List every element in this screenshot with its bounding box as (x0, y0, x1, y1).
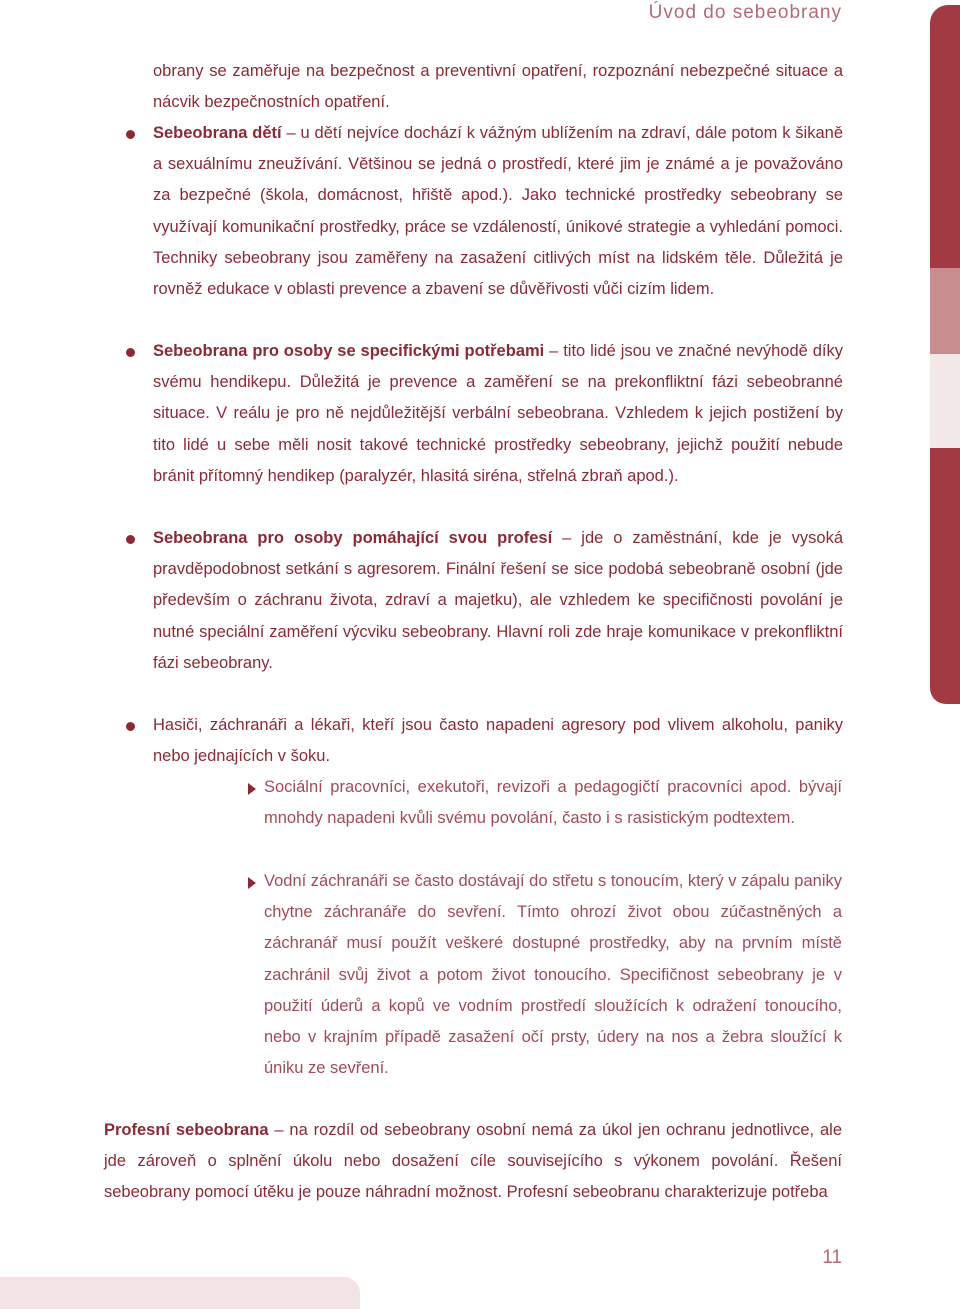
sub-list-item: Vodní záchranáři se často dostávají do střetu s tonoucím, který v zápalu paniky chytne záchranáře do sevření. Tímto ohrozí život obou zúčastněných a záchranář musí použít veškeré dostupné prostředky, aby na prvním místě zachránil svůj život a potom život tonoucího. Specifičnost sebeobrany je v použití úderů a kopů ve vodním prostředí sloužících k odražení tonoucího, nebo v krajním případě zasažení očí prsty, údery na nos a žebra sloužící k úniku ze sevření. (264, 872, 842, 1078)
sub-bullet-icon (248, 877, 256, 889)
sub-bullet-icon (248, 783, 256, 795)
side-tab-mid (930, 268, 960, 354)
side-tab-lower (930, 448, 960, 704)
list-item: Sebeobrana pro osoby pomáhající svou profesí – jde o zaměstnání, kde je vysoká pravděpodobnost setkání s agresorem. Finální řešení se sice podobá sebeobraně osobní (jde především o záchranu života, zdraví a majetku), ale vzhledem ke specifičnosti povolání je nutné speciální zaměření výcviku sebeobrany. Hlavní roli zde hraje komunikace v prekonfliktní fázi sebeobrany. (153, 529, 844, 672)
intro-paragraph: obrany se zaměřuje na bezpečnost a preventivní opatření, rozpoznání nebezpečné situace a nácvik bezpečnostních opatření. (153, 62, 843, 112)
bullet-icon (126, 348, 135, 357)
bottom-tab (0, 1277, 360, 1309)
side-tab-active (930, 5, 960, 268)
closing-paragraph: Profesní sebeobrana – na rozdíl od sebeobrany osobní nemá za úkol jen ochranu jednotlivce, ale jde zároveň o splnění úkolu nebo dosažení cíle souvisejícího s výkonem povolání. Řešení sebeobrany pomocí útěku je pouze náhradní možnost. Profesní sebeobranu charakterizuje potřeba (104, 1121, 842, 1202)
page-number: 11 (822, 1247, 842, 1268)
list-item: Sebeobrana pro osoby se specifickými potřebami – tito lidé jsou ve značné nevýhodě díky svému hendikepu. Důležitá je prevence a zaměření se na prekonfliktní fázi sebeobranné situace. V reálu je pro ně nejdůležitější verbální sebeobrana. Vzhledem k jejich postižení by tito lidé u sebe měli nosit takové technické prostředky sebeobrany, jejichž použití nebude bránit přítomný hendikep (paralyzér, hlasitá siréna, střelná zbraň apod.). (153, 342, 843, 485)
running-header: Úvod do sebeobrany (648, 2, 842, 23)
sub-list-item: Sociální pracovníci, exekutoři, revizoři a pedagogičtí pracovníci apod. bývají mnohdy napadeni kvůli svému povolání, často i s rasistickým podtextem. (264, 778, 842, 828)
list-item: Hasiči, záchranáři a lékaři, kteří jsou často napadeni agresory pod vlivem alkoholu, paniky nebo jednajících v šoku. (153, 716, 843, 766)
bullet-icon (126, 130, 135, 139)
bullet-icon (126, 722, 135, 731)
bullet-icon (126, 535, 135, 544)
list-item: Sebeobrana dětí – u dětí nejvíce dochází k vážným ublížením na zdraví, dále potom k šikaně a sexuálnímu zneužívání. Většinou se jedná o prostředí, které jim je známé a je považováno za bezpečné (škola, domácnost, hřiště apod.). Jako technické prostředky sebeobrany se využívají komunikační prostředky, práce se vzdáleností, únikové strategie a vyhledání pomoci. Techniky sebeobrany jsou zaměřeny na zasažení citlivých míst na lidském těle. Důležitá je rovněž edukace v oblasti prevence a zbavení se důvěřivosti vůči cizím lidem. (153, 124, 843, 299)
